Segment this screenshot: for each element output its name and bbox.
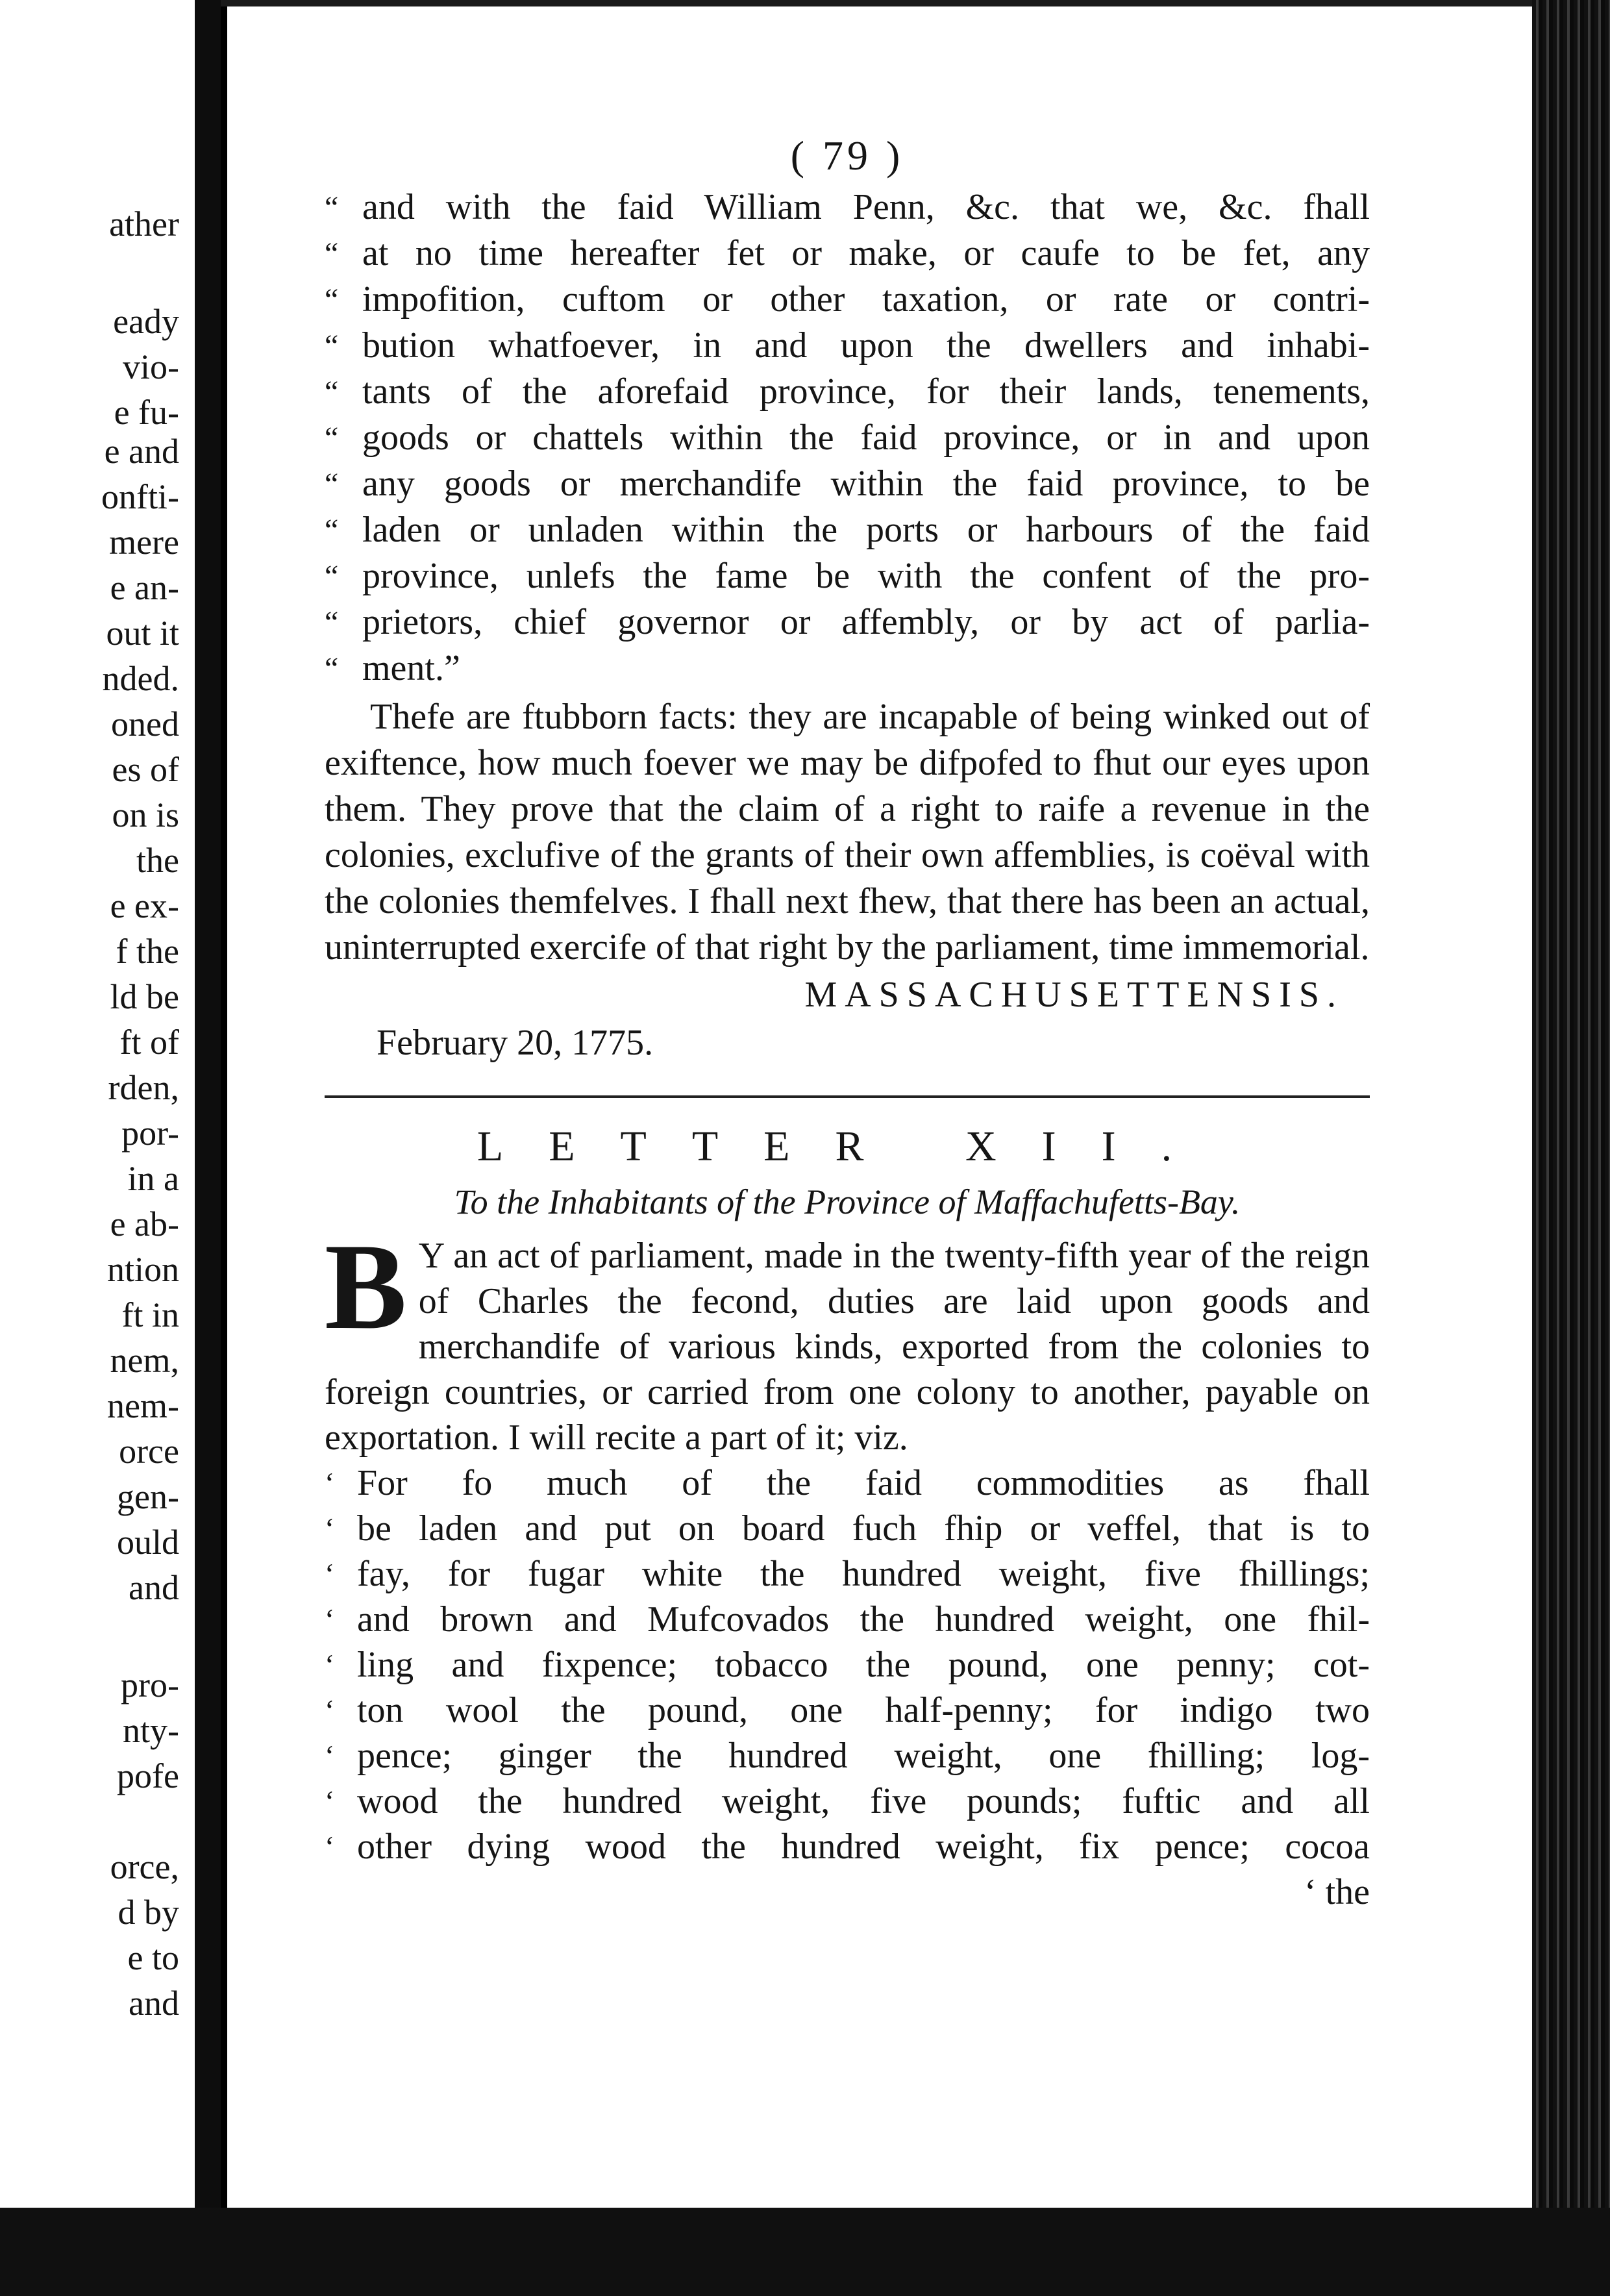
left-page-fragment: nded. xyxy=(102,659,179,698)
citation-mark: ‘ xyxy=(325,1693,335,1727)
letter-address: To the Inhabitants of the Province of Maffachufetts-Bay. xyxy=(454,1182,1241,1221)
page-content xyxy=(325,130,1370,1915)
quote-line xyxy=(325,553,1370,599)
letter-date: February 20, 1775. xyxy=(377,1023,654,1063)
left-page-fragment: es of xyxy=(112,750,179,789)
citation-line xyxy=(325,1597,1370,1642)
left-page-fragment: onfti- xyxy=(101,477,179,516)
quote-mark: “ xyxy=(325,190,339,225)
left-facing-page xyxy=(0,0,197,2208)
left-page-fragment: out it xyxy=(106,614,179,653)
quote-line xyxy=(325,461,1370,507)
quote-mark: “ xyxy=(325,282,339,317)
quote-line-text: ment.” xyxy=(362,648,460,688)
quote-line-text: any goods or merchandife within the faid province, to be xyxy=(362,464,1370,504)
left-page-fragment: nty- xyxy=(123,1711,179,1750)
left-page-fragment: e an- xyxy=(110,568,179,607)
quote-line-text: tants of the aforefaid province, for their lands, tenements, xyxy=(362,371,1370,412)
left-page-fragment: f the xyxy=(116,932,179,971)
left-page-fragment: por- xyxy=(121,1114,179,1153)
quote-line xyxy=(325,369,1370,415)
citation-line-text: ton wool the pound, one half-penny; for indigo two xyxy=(357,1690,1370,1730)
quote-line xyxy=(325,645,1370,692)
quote-line-text: at no time hereafter fet or make, or caufe to be fet, any xyxy=(362,233,1370,273)
page-edges xyxy=(1532,0,1610,2296)
citation-line xyxy=(325,1460,1370,1506)
left-page-fragment: nem- xyxy=(107,1386,179,1425)
citation-mark: ‘ xyxy=(325,1603,335,1636)
right-page xyxy=(221,6,1545,2208)
quote-line-text: impofition, cuftom or other taxation, or rate or contri- xyxy=(362,279,1370,319)
citation-mark: ‘ xyxy=(325,1830,335,1863)
left-page-fragment: e ex- xyxy=(110,886,179,925)
left-page-fragment: eady xyxy=(113,302,179,341)
citation-line xyxy=(325,1551,1370,1597)
citation-line-text: and brown and Mufcovados the hundred weight, one fhil- xyxy=(357,1599,1370,1640)
quote-mark: “ xyxy=(325,559,339,593)
quote-line xyxy=(325,231,1370,277)
left-page-fragment: in a xyxy=(127,1159,179,1198)
citation-line-text: ling and fixpence; tobacco the pound, one penny; cot- xyxy=(357,1645,1370,1685)
left-page-fragment: ft in xyxy=(121,1295,179,1334)
quote-line xyxy=(325,277,1370,323)
left-page-fragment: orce xyxy=(119,1432,179,1471)
left-page-fragment: pro- xyxy=(121,1666,179,1704)
citation-mark: ‘ xyxy=(325,1739,335,1772)
citation-line xyxy=(325,1733,1370,1778)
quote-mark: “ xyxy=(325,375,339,409)
quote-line xyxy=(325,599,1370,645)
quote-mark: “ xyxy=(325,651,339,686)
left-page-fragment: d by xyxy=(118,1893,179,1932)
quoted-charter-block xyxy=(325,184,1370,692)
left-page-fragment: ould xyxy=(116,1523,179,1562)
citation-line xyxy=(325,1506,1370,1551)
left-page-fragment: orce, xyxy=(110,1847,179,1886)
citation-line xyxy=(325,1824,1370,1869)
book-gutter xyxy=(195,0,221,2296)
citation-line-text: wood the hundred weight, five pounds; fuftic and all xyxy=(357,1781,1370,1821)
left-page-fragment: ld be xyxy=(110,977,179,1016)
citation-line-text: other dying wood the hundred weight, fix pence; cocoa xyxy=(357,1827,1370,1867)
citation-line-text: pence; ginger the hundred weight, one fhilling; log- xyxy=(357,1736,1370,1776)
citation-mark: ‘ xyxy=(325,1557,335,1590)
citation-mark: ‘ xyxy=(325,1512,335,1545)
page-number: ( 79 ) xyxy=(790,132,904,179)
quote-mark: “ xyxy=(325,329,339,363)
left-page-fragment: nem, xyxy=(110,1341,179,1380)
quote-mark: “ xyxy=(325,605,339,640)
left-page-fragment: mere xyxy=(109,523,179,562)
letter-heading: LETTER XII. xyxy=(477,1123,1218,1170)
citation-mark: ‘ xyxy=(325,1648,335,1681)
left-page-fragment: on is xyxy=(112,795,179,834)
scan-bottom-border xyxy=(0,2208,1610,2296)
quote-mark: “ xyxy=(325,513,339,547)
quote-mark: “ xyxy=(325,236,339,271)
quote-line xyxy=(325,507,1370,553)
citation-mark: ‘ xyxy=(325,1466,335,1499)
signature: MASSACHUSETTENSIS. xyxy=(804,975,1344,1015)
left-page-fragment: ather xyxy=(109,205,179,243)
citation-line-text: For fo much of the faid commodities as fhall xyxy=(357,1463,1370,1503)
citation-line xyxy=(325,1642,1370,1688)
left-page-fragment: pofe xyxy=(117,1756,179,1795)
catchword: ‘ the xyxy=(1304,1872,1370,1912)
quote-line xyxy=(325,415,1370,461)
citation-line-text: fay, for fugar white the hundred weight, five fhillings; xyxy=(357,1554,1370,1594)
quote-line xyxy=(325,184,1370,231)
quote-line-text: province, unlefs the fame be with the confent of the pro- xyxy=(362,556,1370,596)
left-page-fragment: gen- xyxy=(117,1477,179,1516)
left-page-fragment: and xyxy=(129,1984,179,2023)
citation-mark: ‘ xyxy=(325,1784,335,1817)
section-divider xyxy=(325,1095,1370,1098)
body-paragraph: Thefe are ftubborn facts: they are incapable of being winked out of exiftence, how much foever we may be difpofed to fhut our eyes upon them. They prove that the claim of a right to raife a revenue in the colonies, exclufive of the grants of their own affemblies, is coëval with the colonies themfelves. I fhall next fhew, that there has been an actual, uninterrupted exercife of that right by the parliament, time immemorial. xyxy=(325,697,1370,967)
quote-mark: “ xyxy=(325,421,339,455)
left-page-fragment: ft of xyxy=(119,1023,179,1062)
citation-line xyxy=(325,1778,1370,1824)
act-citation-block xyxy=(325,1460,1370,1869)
left-page-fragment: ntion xyxy=(106,1250,179,1289)
citation-line xyxy=(325,1688,1370,1733)
quote-line-text: bution whatfoever, in and upon the dwellers and inhabi- xyxy=(362,325,1370,366)
letter-opening-text: Y an act of parliament, made in the twenty-fifth year of the reign of Charles the fecond, duties are laid upon goods and merchandife of various kinds, exported from the colonies to foreign countries, or carried from one colony to another, payable on exportation. I will recite a part of it; viz. xyxy=(325,1236,1370,1458)
left-page-fragment: e to xyxy=(127,1938,179,1977)
left-page-fragment: and xyxy=(129,1568,179,1607)
drop-cap: B xyxy=(325,1219,407,1355)
quote-line-text: laden or unladen within the ports or harbours of the faid xyxy=(362,510,1370,550)
left-page-fragment: vio- xyxy=(123,347,179,386)
left-page-fragment: rden, xyxy=(108,1068,179,1107)
left-page-fragment: oned xyxy=(111,705,179,743)
left-page-fragment: the xyxy=(136,841,179,880)
quote-mark: “ xyxy=(325,467,339,501)
citation-line-text: be laden and put on board fuch fhip or veffel, that is to xyxy=(357,1508,1370,1549)
letter-opening xyxy=(325,1219,1370,1460)
left-page-fragment: e and xyxy=(104,432,179,471)
left-page-fragment: e fu- xyxy=(114,393,179,432)
quote-line-text: prietors, chief governor or affembly, or by act of parlia- xyxy=(362,602,1370,642)
left-page-fragment: e ab- xyxy=(110,1204,179,1243)
quote-line-text: goods or chattels within the faid province, or in and upon xyxy=(362,418,1370,458)
quote-line xyxy=(325,323,1370,369)
quote-line-text: and with the faid William Penn, &c. that we, &c. fhall xyxy=(362,187,1370,227)
